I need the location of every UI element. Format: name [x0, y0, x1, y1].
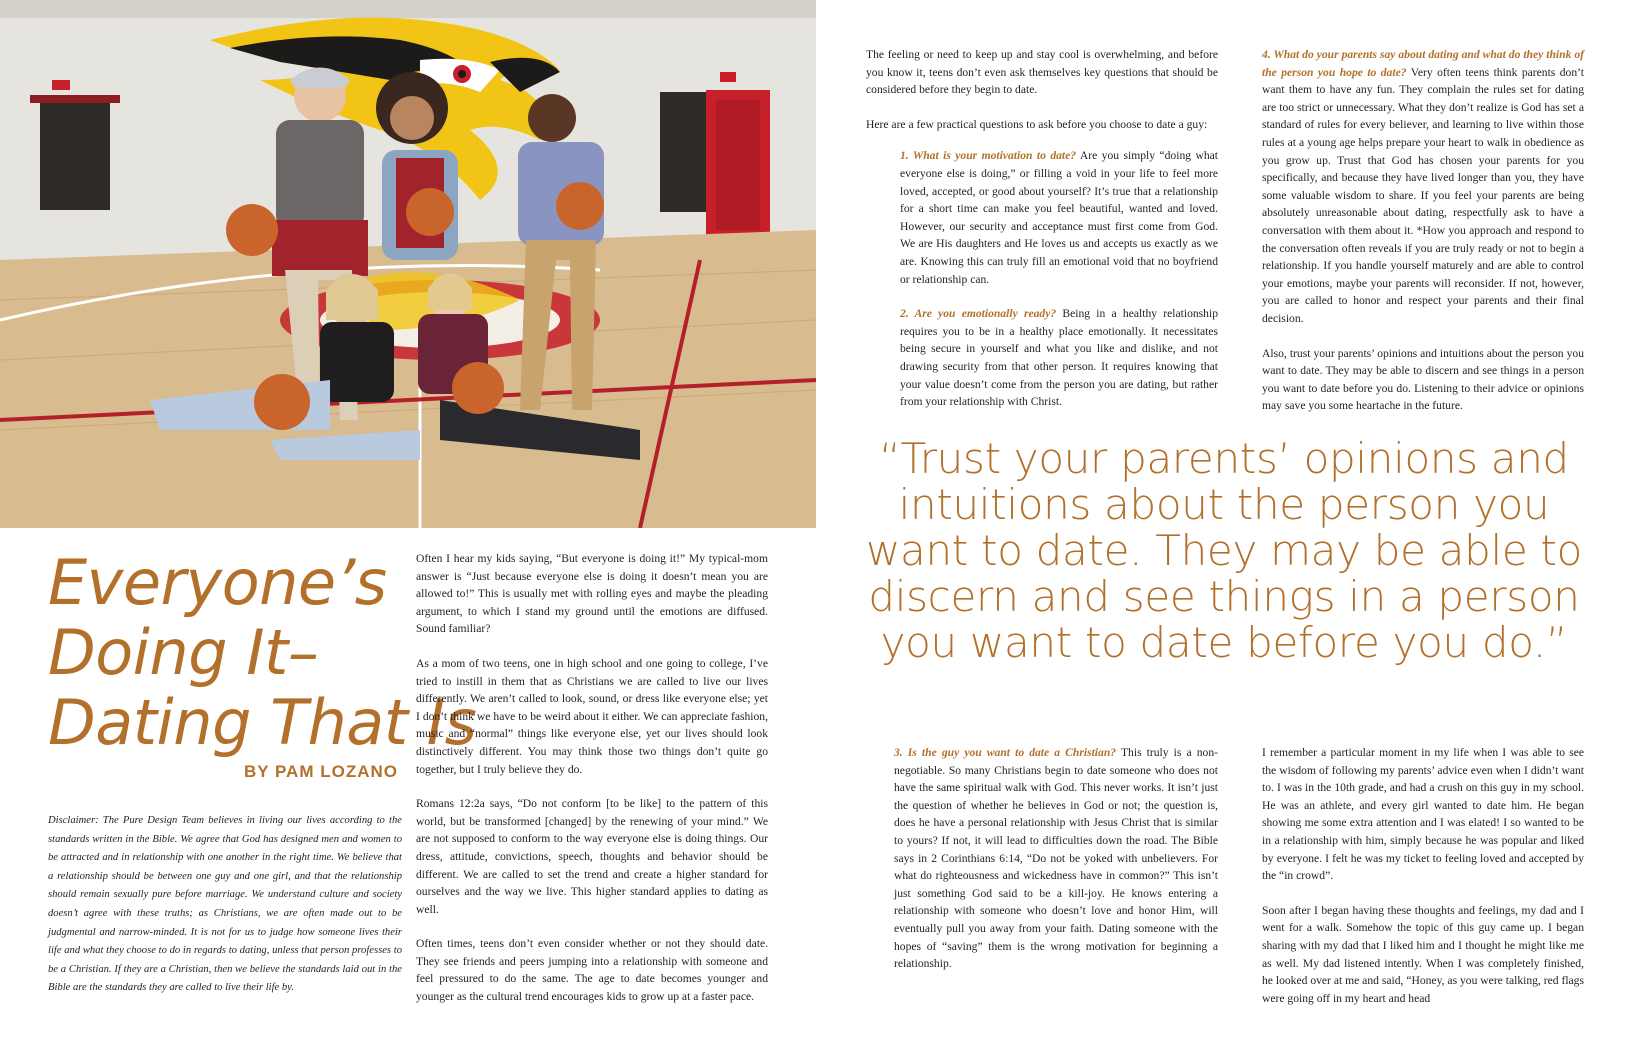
question-4-heading: 4. What do your parents say about dating and what do they think of the person you hope to date? [1262, 48, 1584, 79]
question-4 [1262, 46, 1584, 328]
paragraph: I remember a particular moment in my life when I was able to see the wisdom of following my parents’ advice even when I didn’t want to. I was in the 10th grade, and had a crush on this guy in my school. He was an athlete, and every girl wanted to date him. He began showing me some extra attention and I was elated! I so wanted to be in a relationship with him, simply because he was popular and liked by everyone. I felt he was my ticket to feeling loved and accepted by the “in crowd”. [1262, 746, 1584, 883]
body-column-1 [416, 550, 768, 1023]
question-4-body: Very often teens think parents don’t want them to have any fun. They complain the rules set for dating are too strict or unnecessary. What they don’t realize is God has set a standard of rules for every believer, and learning to live within those rules at a young age helps prepare your heart to walk in obedience as you grow up. Trust that God has chosen your parents for you specifically, and because they have lived longer than you, they have some valuable wisdom to share. If you feel your parents are being absolutely unreasonable about dating, respectfully ask to have a conversation with them about it. *How you approach and respond to the conversation often reveals if you are truly ready or not to begin a relationship. If you handle yourself maturely and are able to control your emotions, maybe your parents will reconsider. If not, however, you are called to honor and respect your parents and their final decision. [1262, 65, 1584, 325]
question-3-heading: 3. Is the guy you want to date a Christian? [894, 746, 1117, 759]
body-column-5 [1262, 744, 1584, 1024]
paragraph: Romans 12:2a says, “Do not conform [to be like] to the pattern of this world, but be transformed [changed] by the renewing of your mind.” We are not supposed to conform to the way everyone else is doing things. Our dress, attitude, convictions, speech, thoughts and behavior should be different. We are called to set the trend and create a higher standard for ourselves and the way we live. This higher standard applies to dating as well. [416, 797, 768, 916]
question-3-body: This truly is a non-negotiable. So many Christians begin to date someone who does not have the same spiritual walk with God. This never works. It isn’t just the question of whether he believes in God or not; the question is, does he have a personal relationship with Jesus Christ that is similar to yours? If not, it will lead to difficulties down the road. The Bible says in 2 Corinthians 6:14, “Do not be yoked with unbelievers. For what do righteousness and wickedness have in common?” This isn’t just something God said to be a kill-joy. He knows entering a relationship with someone who doesn’t love and honor Him, will eventually pull you away from your faith. Dating someone with the hopes of “saving” them is the wrong motivation for beginning a relationship. [894, 746, 1218, 971]
paragraph: Also, trust your parents’ opinions and intuitions about the person you want to date. They may be able to discern and see things in a person you want to date before you do. Listening to their advice or opinions may save you some heartache in the future. [1262, 346, 1584, 413]
title-line-1: Everyone’s [48, 546, 387, 619]
title-line-2: Doing It– [48, 616, 319, 689]
pull-quote: “Trust your parents’ opinions and intuitions about the person you want to date. They may be able to discern and see things in a person you want to date before you do.” [866, 434, 1582, 667]
disclaimer: Disclaimer: The Pure Design Team believes in living our lives according to the standards written in the Bible. We agree that God has designed men and women to be attracted and in relationship with one another in the right time. We believe that a relationship should be between one guy and one girl, and that the relationship should remain sexually pure before marriage. We understand culture and society doesn’t agree with these truths; as Christians, we are often made out to be judgmental and narrow-minded. It is not for us to judge how someone lives their life and what they choose to do in regards to dating, unless that person professes to be a Christian. If they are a Christian, then we believe the standards laid out in the Bible are the standards they are called to live their life by. [48, 815, 402, 994]
paragraph: Often times, teens don’t even consider whether or not they should date. They see friends and peers jumping into a relationship with someone and feel pressured to do the same. The age to date becomes younger and younger as the cultural trend encourages kids to grow up at a faster pace. [416, 937, 768, 1004]
question-2-heading: 2. Are you emotionally ready? [900, 307, 1057, 321]
hero-photo [0, 0, 816, 528]
paragraph: The feeling or need to keep up and stay cool is overwhelming, and before you know it, teens don’t even ask themselves key questions that should be considered before they begin to date. [866, 48, 1218, 97]
paragraph: As a mom of two teens, one in high school and one going to college, I’ve tried to instill in them that as Christians we are called to live our lives differently. We aren’t called to look, sound, or dress like everyone else; yet I don’t think we have to be weird about it either. We can appreciate fashion, music and “normal” things like everyone else, yet our lives should look distinctively different. You may think those two things don’t quite go together, but I truly believe they do. [416, 656, 768, 776]
paragraph: Often I hear my kids saying, “But everyone is doing it!” My typical-mom answer is “Just because everyone else is doing it doesn’t mean you are allowed to!” This is usually met with rolling eyes and maybe the pleading argument, to which I stand my ground until the emotions are diffused. Sound familiar? [416, 552, 768, 636]
question-2-body: Being in a healthy relationship requires you to be in a healthy place emotionally. It necessitates being secure in yourself and what you like and dislike, and not drawing security from that other person. It requires knowing that your value doesn’t come from the person you are dating, but rather from your relationship with Christ. [900, 307, 1218, 409]
question-2 [866, 305, 1218, 411]
question-3 [894, 744, 1218, 973]
article-title [48, 546, 477, 759]
body-column-2 [866, 46, 1218, 428]
body-column-3 [1262, 46, 1584, 432]
gym-scene-illustration [0, 0, 816, 528]
question-1 [866, 147, 1218, 288]
title-line-3: Dating That Is [48, 686, 477, 759]
byline: BY PAM LOZANO [243, 762, 398, 781]
question-1-heading: 1. What is your motivation to date? [900, 149, 1077, 163]
paragraph: Here are a few practical questions to ask before you choose to date a guy: [866, 117, 1208, 131]
question-1-body: Are you simply “doing what everyone else is doing,” or filling a void in your life to feel more loved, accepted, or good about yourself? It’s true that a relationship for a short time can make you feel beautiful, wanted and loved. However, our security and acceptance must first come from God. We are His daughters and He loves us and accepts us exactly as we are. Knowing this can truly fill an emotional void that no boyfriend or relationship can. [900, 149, 1218, 286]
paragraph: Soon after I began having these thoughts and feelings, my dad and I went for a walk. Somehow the topic of this guy came up. I began sharing with my dad that I liked him and I thought he might like me as well. My dad listened intently. When I was completely finished, he looked over at me and said, “Honey, as you were talking, red flags were going off in my heart and head [1262, 903, 1584, 1005]
body-column-4 [894, 744, 1218, 990]
